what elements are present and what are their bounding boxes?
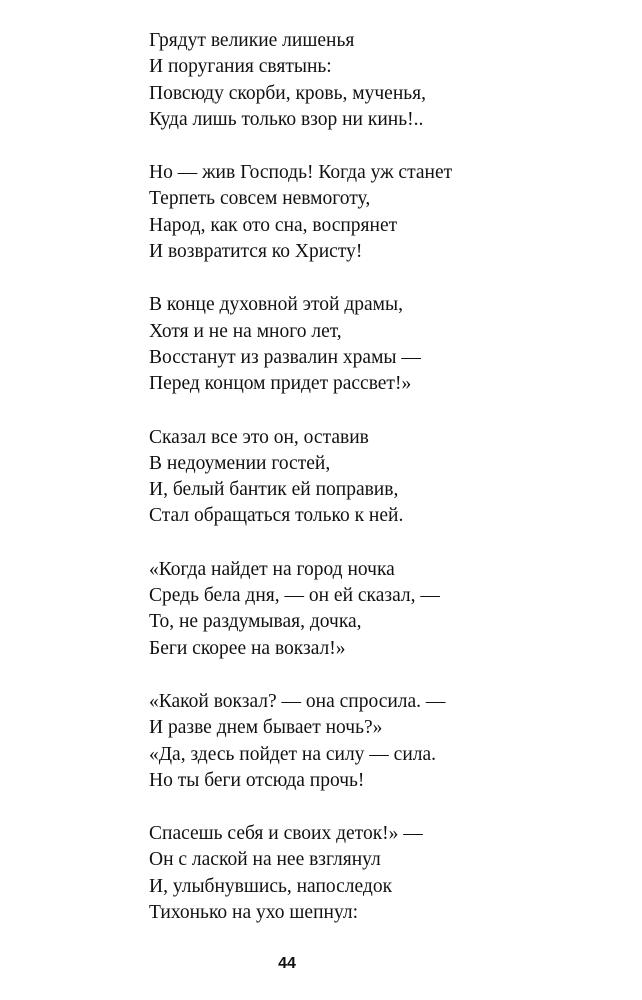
- poem-line: «Да, здесь пойдет на силу — сила.: [149, 743, 437, 765]
- poem-line: Тихонько на ухо шепнул:: [149, 902, 358, 924]
- poem-line: И поругания святынь:: [149, 56, 332, 78]
- poem-line: В конце духовной этой драмы,: [149, 294, 403, 316]
- poem-line: Грядут великие лишенья: [149, 30, 355, 51]
- poem-line: И, улыбнувшись, напоследок: [149, 875, 393, 897]
- poem-text: [149, 28, 589, 953]
- poem-line: Стал обращаться только к ней.: [149, 505, 404, 527]
- poem-line: То, не раздумывая, дочка,: [149, 611, 362, 633]
- poem-line: Повсюду скорби, кровь, мученья,: [149, 82, 426, 104]
- poem-line: «Какой вокзал? — она спросила. —: [149, 690, 446, 712]
- poem-line: Терпеть совсем невмоготу,: [149, 188, 371, 210]
- stanza: [149, 557, 589, 662]
- poem-line: Сказал все это он, оставив: [149, 426, 369, 448]
- poem-line: Перед концом придет рассвет!»: [149, 373, 412, 395]
- poem-line: Он с лаской на нее взглянул: [149, 849, 381, 871]
- stanza: [149, 160, 589, 265]
- poem-line: Хотя и не на много лет,: [149, 320, 342, 342]
- stanza: [149, 425, 589, 530]
- stanza: [149, 292, 589, 397]
- poem-line: И разве днем бывает ночь?»: [149, 717, 383, 739]
- poem-line: Беги скорее на вокзал!»: [149, 637, 346, 659]
- poem-line: «Когда найдет на город ночка: [149, 558, 395, 580]
- page-number: 44: [278, 955, 296, 972]
- poem-line: И, белый бантик ей поправив,: [149, 479, 399, 501]
- stanza: [149, 689, 589, 794]
- poem-line: В недоумении гостей,: [149, 452, 331, 474]
- poem-line: Средь бела дня, — он ей сказал, —: [149, 585, 440, 607]
- poem-line: Но ты беги отсюда прочь!: [149, 769, 365, 791]
- stanza: [149, 821, 589, 926]
- poem-line: Восстанут из развалин храмы —: [149, 346, 421, 368]
- poem-line: И возвратится ко Христу!: [149, 241, 363, 263]
- poem-line: Куда лишь только взор ни кинь!..: [149, 108, 424, 130]
- stanza: [149, 28, 589, 133]
- poem-line: Но — жив Господь! Когда уж станет: [149, 162, 453, 184]
- poem-line: Народ, как ото сна, воспрянет: [149, 214, 398, 236]
- poem-line: Спасешь себя и своих деток!» —: [149, 823, 423, 845]
